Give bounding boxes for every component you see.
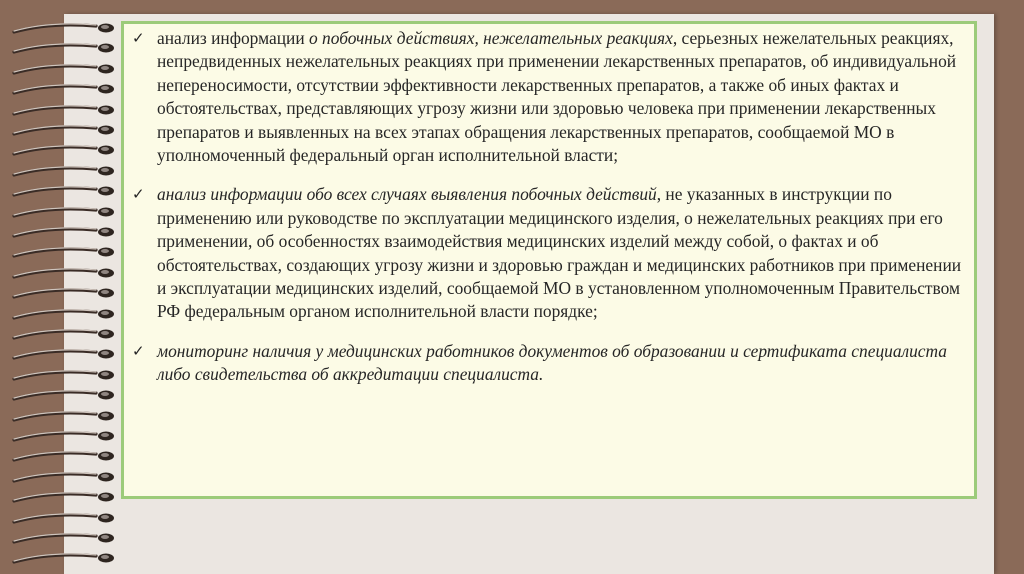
spiral-coil xyxy=(10,550,116,564)
spiral-coil xyxy=(10,142,116,156)
list-item xyxy=(132,27,964,167)
item-text-italic: мониторинг наличия у медицинских работников документов об образовании и сертификата специалиста либо свидетельства об аккредитации специалиста. xyxy=(157,340,947,385)
spiral-coil xyxy=(10,326,116,340)
spiral-coil xyxy=(10,40,116,54)
spiral-binding xyxy=(0,0,120,574)
spiral-coil xyxy=(10,204,116,218)
spiral-coil xyxy=(10,408,116,422)
spiral-coil xyxy=(10,530,116,544)
spiral-coil xyxy=(10,183,116,197)
checkmark-icon: ✓ xyxy=(132,341,145,360)
checkmark-icon: ✓ xyxy=(132,185,145,204)
spiral-coil xyxy=(10,81,116,95)
spiral-coil xyxy=(10,122,116,136)
spiral-coil xyxy=(10,20,116,34)
item-text-rest: , серьезных нежелательных реакциях, непредвиденных нежелательных реакциях при применении лекарственных препаратов, об индивидуальной непереносимости, отсутствии эффективности лекарственных препаратов, а также об иных фактах и обстоятельствах, представляющих угрозу жизни или здоровью человека при применении лекарственных препаратов и выявленных на всех этапах обращения лекарственных препаратов, сообщаемой МО в уполномоченный федеральный орган исполнительной власти; xyxy=(157,28,957,166)
spiral-coil xyxy=(10,244,116,258)
spiral-coil xyxy=(10,265,116,279)
item-text-rest: , не указанных в инструкции по применению или руководстве по эксплуатации медицинского изделия, о нежелательных реакциях при его применении, об особенностях взаимодействия медицинских изделий между собой, о фактах и об обстоятельствах, создающих угрозу жизни и здоровью граждан и медицинских работников при применении и эксплуатации медицинских изделий, сообщаемой МО в установленном уполномоченным Правительством РФ федеральным органом исполнительной власти порядке; xyxy=(157,184,962,322)
spiral-coil xyxy=(10,469,116,483)
list-item xyxy=(132,183,964,323)
spiral-coil xyxy=(10,224,116,238)
bullet-list xyxy=(132,27,964,403)
spiral-coil xyxy=(10,387,116,401)
spiral-coil xyxy=(10,510,116,524)
content-panel xyxy=(121,21,977,499)
spiral-coil xyxy=(10,346,116,360)
spiral-coil xyxy=(10,448,116,462)
spiral-coil xyxy=(10,489,116,503)
spiral-coil xyxy=(10,61,116,75)
checkmark-icon: ✓ xyxy=(132,29,145,47)
spiral-coil xyxy=(10,306,116,320)
spiral-coil xyxy=(10,428,116,442)
spiral-coil xyxy=(10,102,116,116)
spiral-coil xyxy=(10,163,116,177)
item-text-italic: анализ информации обо всех случаях выявления побочных действий xyxy=(157,184,657,205)
item-text-start: анализ информации xyxy=(157,28,309,48)
list-item xyxy=(132,340,964,387)
spiral-coil xyxy=(10,367,116,381)
item-text-italic: о побочных действиях, нежелательных реакциях xyxy=(308,28,673,48)
spiral-coil xyxy=(10,285,116,299)
